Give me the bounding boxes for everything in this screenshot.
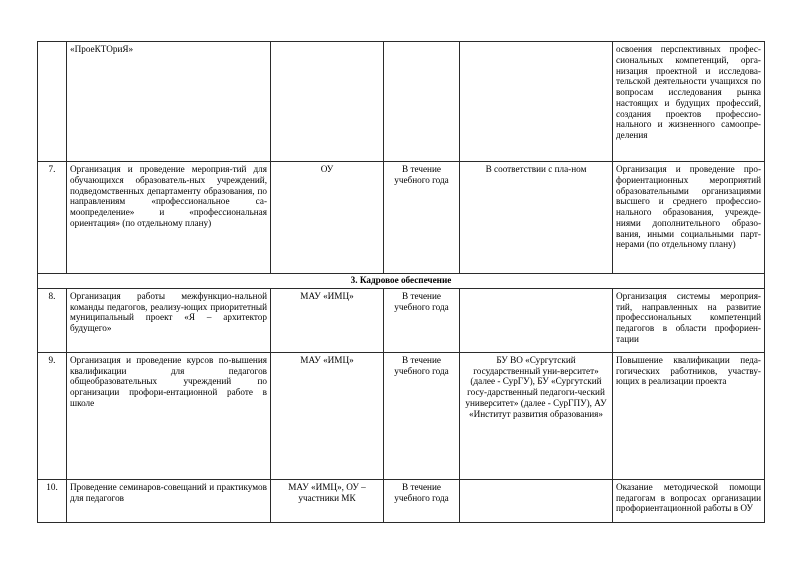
table-row: [38, 162, 765, 274]
cell-term: В течение учебного года: [384, 479, 460, 522]
cell-participants: БУ ВО «Сургутский государственный уни-верситет» (далее - СурГУ), БУ «Сургутский госу-дарственный педагоги-ческий университет» (далее - СурГПУ), АУ «Институт развития образования»: [460, 352, 613, 479]
cell-term: [384, 42, 460, 162]
cell-result: освоения перспективных профес-сиональных компетенций, орга-низация проектной и исследова-тельской деятельности учащихся по вопросам исследования рынка настоящих и будущих профессий, создания проектов профессио-нального и жизненного самоопре-деления: [613, 42, 765, 162]
cell-action: Проведение семинаров-совещаний и практикумов для педагогов: [67, 479, 271, 522]
cell-action: Организация и проведение мероприя-тий для обучающихся образователь-ных учреждений, подведомственных департаменту образования, по направлениям «профессиональное са-моопределение» и «профессиональная ориентация» (по отдельному плану): [67, 162, 271, 274]
cell-participants: [460, 42, 613, 162]
table-section-header-row: [38, 274, 765, 289]
cell-term: В течение учебного года: [384, 352, 460, 479]
profession-orientation-plan-table: [37, 41, 765, 523]
cell-result: Повышение квалификации педа-гогических работников, участву-ющих в реализации проекта: [613, 352, 765, 479]
cell-result: Оказание методической помощи педагогам в вопросах организации профориентационной работы в ОУ: [613, 479, 765, 522]
table-row: [38, 479, 765, 522]
cell-executor: [271, 42, 384, 162]
cell-result: Организация и проведение про-фориентационных мероприятий образовательными организациями высшего и среднего профессио-нального образования, учрежде-ниями дополнительного образо-вания, иными социальными парт-нерами (по отдельному плану): [613, 162, 765, 274]
cell-executor: МАУ «ИМЦ»: [271, 352, 384, 479]
table-row: [38, 288, 765, 352]
cell-participants: [460, 288, 613, 352]
cell-term: В течение учебного года: [384, 162, 460, 274]
table-body: [38, 42, 765, 523]
cell-number: 10.: [38, 479, 67, 522]
cell-number: [38, 42, 67, 162]
cell-number: 9.: [38, 352, 67, 479]
cell-number: 7.: [38, 162, 67, 274]
cell-action: Организация работы межфункцио-нальной команды педагогов, реализу-ющих приоритетный муниципальный проект «Я – архитектор будущего»: [67, 288, 271, 352]
cell-participants: В соответствии с пла-ном: [460, 162, 613, 274]
table-row: [38, 42, 765, 162]
cell-number: 8.: [38, 288, 67, 352]
cell-executor: МАУ «ИМЦ»: [271, 288, 384, 352]
cell-executor: ОУ: [271, 162, 384, 274]
cell-action: Организация и проведение курсов по-вышения квалификации для педагогов общеобразовательных учреждений по организации профори-ентационной работе в школе: [67, 352, 271, 479]
section-title: 3. Кадровое обеспечение: [38, 274, 765, 289]
cell-term: В течение учебного года: [384, 288, 460, 352]
cell-participants: [460, 479, 613, 522]
table-row: [38, 352, 765, 479]
cell-executor: МАУ «ИМЦ», ОУ – участники МК: [271, 479, 384, 522]
cell-result: Организация системы мероприя-тий, направленных на развитие профессиональных компетенций педагогов в области профориен-тации: [613, 288, 765, 352]
cell-action: «ПроеКТОриЯ»: [67, 42, 271, 162]
